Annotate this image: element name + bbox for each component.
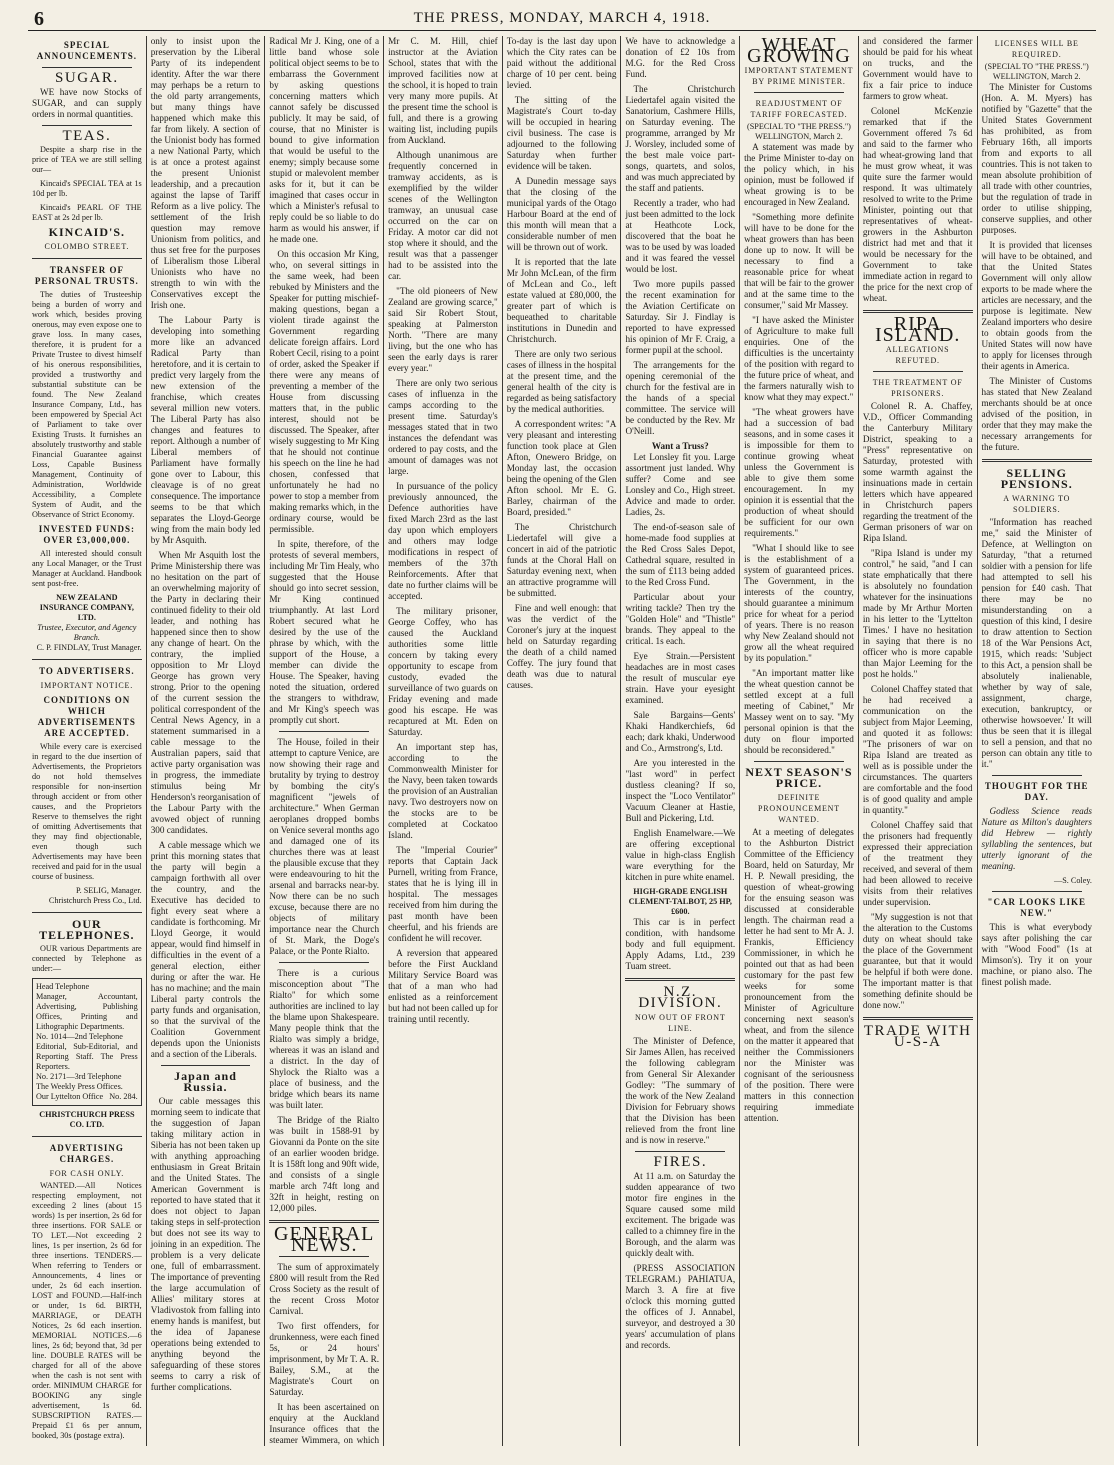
phone-row-1	[36, 982, 138, 992]
editorial-body-4: When Mr Asquith lost the Prime Ministership there was no hesitation on the part of an overwhelming majority of the Party in declaring their continued fidelity to their old leader, and nothing has happened since then to show any change of heart. On the contrary, the implied opposition to Mr Lloyd George has grown very strong. Prior to the opening of the current session the political correspondent of the Central News Agency, in a statement summarised in a cable message to the Australian papers, said that active party organisation was in progress, the immediate stimulus being Mr Henderson's reorganisation of the Labour Party with the avowed object of running 300 candidates.	[150, 550, 261, 835]
wheat-continued-2: Colonel McKenzie remarked that if the Government offered 7s 6d and said to the farmer who had wheat-growing land that he must grow wheat, it was quite sure the farmer would respond. It was ultimately resolved to write to the Prime Minister, pointing out that representatives of wheat-growers in the Ashburton district had met and that it would be necessary for the Government to take immediate action in regard to the price for the next crop of wheat.	[862, 106, 973, 303]
ripa-body-1: Colonel R. A. Chaffey, V.D., Officer Commanding the Canterbury Military District, speaking to a "Press" representative on Saturday, protested with some warmth against the insinuations made in certain letters which have appeared in Christchurch papers regarding the treatment of the German prisoners of war on Ripa Island.	[862, 401, 973, 543]
divider	[754, 92, 844, 93]
divider	[992, 891, 1082, 892]
vacuum-cleaner-body: Are you interested in the "last word" in perfect dustless cleaning? If so, inspect the "Loco Ventilator" Vacuum Cleaner at Hastie, Bull and Pickering, Ltd.	[625, 758, 736, 823]
trade-usa-heading: TRADE WITH U-S-A	[863, 1023, 972, 1050]
selling-pensions-heading: SELLING PENSIONS.	[1000, 466, 1073, 491]
charges-body: WANTED.—All Notices respecting employment, not exceeding 2 lines (about 15 words) 1s per insertion, 2s 6d for three insertions. FOR SALE or TO LET.—Not exceeding 2 lines, 1s per insertion, 2s 6d for three insertions. TENDERS.—When referring to Tenders or Announcements, 4 lines or under, 2s 6d each insertion. LOST and FOUND.—Half-inch or under, 1s 6d. BIRTH, MARRIAGE, or DEATH Notices, 2s 6d each insertion. MEMORIAL NOTICES.—6 lines, 2s 6d; beyond that, 3d per line. DOUBLE RATES will be charged for all of the above when the cash is not sent with order. MINIMUM CHARGE for BOOKING any single advertisement, 1s 6d. SUBSCRIPTION RATES.—Prepaid £1 6s per annum, booked, 30s (postage extra).	[32, 1181, 142, 1440]
editorial-body-5: A cable message which we print this morning states that the party will begin a campaign forthwith all over the country, and the Executive has decided to fight every seat where a candidate is forthcoming. Mr Lloyd George, it would appear, would find himself in difficulties in the event of a general election, either during or after the war. He has no machine; and the main Liberal party controls the party funds and organisation, so that the survival of the Coalition Government depends upon the Unionists and a section of the Liberals.	[150, 840, 261, 1059]
wheat-body-3: "I have asked the Minister of Agriculture to make full enquiries. One of the difficulties is the uncertainty of the position with regard to the future price of wheat, and the farmers naturally wish to know what they may expect."	[744, 315, 854, 402]
news-item-7: There are only two serious cases of influenza in the camps according to the present time. Saturday's messages stated that in two instances the defendant was ordered to pay costs, and the amount of damages was not large.	[388, 378, 498, 476]
fires-heading: FIRES.	[653, 1154, 708, 1170]
advertisers-heading: TO ADVERTISERS.	[39, 666, 135, 676]
kincaid-name: KINCAID'S.	[48, 225, 126, 239]
selling-pensions-subheading: A WARNING TO SOLDIERS.	[1003, 494, 1071, 514]
nz-division-heading: N.Z. DIVISION.	[638, 984, 723, 1011]
invested-body: All interested should consult any Local Manager, or the Trust Manager at Auckland. Handbook sent post-free.	[32, 549, 142, 588]
column-7	[740, 36, 859, 1446]
phone-label-2: No. 1014—2nd Telephone	[36, 1032, 123, 1041]
divider	[42, 125, 132, 126]
divider	[32, 258, 142, 259]
telephones-heading: OUR TELEPHONES.	[39, 917, 135, 942]
trade-body-3: The Minister of Customs has stated that New Zealand merchants should be at once advised of the position, in order that they may make the necessary arrangements for the future.	[981, 376, 1092, 452]
article-body-5: There is a curious misconception about "The Rialto" for which some authorities are inclined to lay the blame upon Shakespeare. Many people think that the Rialto was simply a bridge, whereas it was an island and a district. In the day of Shylock the Rialto was a place of business, and the bridge which bears its name was built later.	[269, 968, 380, 1110]
writing-tackle-body: Particular about your writing tackle? Then try the "Golden Hole" and "Thistle" brands. They appeal to the critical. 1s each.	[625, 592, 736, 646]
phone-row-4	[36, 1092, 138, 1102]
masthead-title: THE PRESS, MONDAY, MARCH 4, 1918.	[413, 10, 711, 26]
talbot-body: This car is in perfect condition, with handsome body and full equipment. Apply Adams, Ltd., 239 Tuam street.	[625, 917, 736, 971]
wheat-body-5: "What I should like to see is the establishment of a system of guaranteed prices. The Government, in the interests of the country, should guarantee a minimum price for wheat for a period of years. There is no reason why New Zealand should not grow all the wheat required by its population."	[744, 543, 854, 663]
news-item-24: Two more pupils passed the recent examination for the Aviation Certificate on Saturday. Sir J. Findlay is reported to have expressed his opinion of Mr F. Craig, a former pupil at the school.	[625, 279, 736, 355]
phone-row-3	[36, 1072, 138, 1082]
next-season-heading: NEXT SEASON'S PRICE.	[745, 765, 853, 790]
telephones-intro: OUR various Departments are connected by Telephone as under:—	[32, 944, 142, 973]
charges-heading: ADVERTISING CHARGES.	[49, 1143, 124, 1164]
sale-body: The end-of-season sale of home-made food supplies at the Red Cross Sales Depot, Cathedral square, resulted in the sum of £113 being added to the Red Cross Fund.	[625, 522, 736, 587]
ripa-body-3: Colonel Chaffey stated that he had received a communication on the subject from Major Leeming, and quoted it as follows: "The prisoners of war on Ripa Island are treated as well as is possible under the circumstances. The quarters are comfortable and the food is of good quality and ample in quantity."	[862, 684, 973, 815]
next-season-body: At a meeting of delegates to the Ashburton District Committee of the Efficiency Board, held on Saturday, Mr H. P. Newall presiding, the question of wheat-growing for the ensuing season was discussed at considerable length. The chairman read a letter he had sent to Mr A. J. Frankis, Efficiency Commissioner, in which he pointed out that as had been customary for the past few weeks for some pronouncement from the Minister of Agriculture concerning next season's wheat, and from the silence on the matter it appeared that neither the Commissioners nor the Minister was cognisant of the seriousness of the position. There were matters in this connection requiring immediate attention.	[744, 827, 854, 1123]
article-body-3: In spite, therefore, of the protests of several members, including Mr Tim Healy, who suggested that the House should go into secret session, Mr King continued triumphantly. At last Lord Robert secured what he desired by the use of the phrase by which, with the support of the House, a member can divide the House. The Speaker, having noted the situation, ordered the strangers to withdraw, and Mr King's speech was promptly cut short.	[269, 539, 380, 725]
wheat-continued-1: and considered the farmer should be paid for his wheat on trucks, and the Government would have to fix a fair price to induce farmers to grow wheat.	[862, 36, 973, 101]
fires-body-2: (PRESS ASSOCIATION TELEGRAM.) PAHIATUA, March 3. A fire at five o'clock this morning gutted the offices of J. Annabel, surveyor, and destroyed a 30 years' accumulation of plans and records.	[625, 1263, 736, 1350]
news-item-22: The Christchurch Liedertafel again visited the Sanatorium, Cashmere Hills, on Saturday evening. The programme, arranged by Mr J. Worsley, included some of the best male voice part-songs, quartets, and solos, and was much appreciated by the staff and patients.	[625, 84, 736, 193]
nzi-signature: C. P. FINDLAY, Trust Manager.	[36, 643, 142, 652]
next-season-subheading: DEFINITE PRONOUNCEMENT WANTED.	[757, 793, 840, 824]
editorial-body-2: only to insist upon the preservation by the Liberal Party of its independent identity. After the war there may perhaps be a return to the old party arrangements, but many things have happened which make this far from likely. A section of the Unionist body has formed a new National Party, which is at once a protest against the present Unionist leadership, and a precaution against the lapse of Tariff Reform as a live policy. The settlement of the Irish question may remove Unionism from politics, and thus set free for the purposes of Liberalism those Liberal Unionists who have no strength to win with the Conservatives except the Irish one.	[150, 36, 261, 310]
thought-body: Godless Science reads Nature as Milton's daughters did Hebrew — rightly syllabling the sentences, but utterly ignorant of the meaning.	[981, 806, 1092, 871]
news-item-10: An important step has, according to the Commonwealth Minister for the Navy, been taken towards the provision of an Australian navy. Two destroyers now on the stocks are to be completed at Cockatoo Island.	[388, 742, 498, 840]
wheat-growing-heading: WHEAT GROWING	[747, 36, 851, 67]
trade-dateline: (SPECIAL TO "THE PRESS.") WELLINGTON, March 2.	[984, 62, 1089, 81]
wheat-subheading-1: IMPORTANT STATEMENT BY PRIME MINISTER.	[744, 66, 854, 86]
handkerchiefs-body: Sale Bargains—Gents' Khaki Handkerchiefs, 6d each; dark khaki, Underwood and Co., Armstrong's, Ltd.	[625, 710, 736, 753]
news-item-17: There are only two serious cases of illness in the hospital at the present time, and the general health of the city is regarded as being satisfactory by the medical authorities.	[506, 349, 617, 414]
article-body-2: On this occasion Mr King, who, on several sittings in the same week, had been rebuked by Ministers and the Speaker for putting mischief-making questions, began a violent tirade against the Government regarding delicate foreign affairs. Lord Robert Cecil, rising to a point of order, asked the Speaker if there were any means of preventing a member of the House from discussing matters that, in the public interest, should not be discussed. The Speaker, after wisely suggesting to Mr King that he should not continue his speech on the line he had chosen, confessed that unfortunately he had no power to stop a member from making remarks which, in the ordinary course, would be permissible.	[269, 249, 380, 534]
ripa-body-2: "Ripa Island is under my control," he said, "and I can state emphatically that there is absolutely no foundation whatever for the insinuations made by Mr Arthur Morten in his letter to the 'Lyttelton Times.' I have no hesitation in saying that there is no officer who is more capable than Major Leeming for the post he holds."	[862, 548, 973, 679]
phone-label-1: Head Telephone	[36, 982, 90, 991]
phone-row-2	[36, 1032, 138, 1042]
charges-subheading: FOR CASH ONLY.	[49, 1169, 125, 1178]
telephone-directory	[32, 978, 142, 1106]
ripa-subheading-2: THE TREATMENT OF PRISONERS.	[872, 378, 963, 398]
nzi-name: NEW ZEALAND INSURANCE COMPANY, LTD.	[39, 593, 134, 622]
divider	[279, 1256, 369, 1257]
kincaid-address: COLOMBO STREET.	[44, 242, 130, 251]
news-item-11: The "Imperial Courier" reports that Captain Jack Purnell, writing from France, states that he is lying ill in hospital. The messages received from him during the past month have been cheerful, and his friends are confident he will recover.	[388, 845, 498, 943]
talbot-heading: HIGH-GRADE ENGLISH CLEMENT-TALBOT, 25 HP, £600.	[628, 887, 732, 916]
trade-subheading: LICENSES WILL BE REQUIRED.	[994, 39, 1079, 59]
selling-pensions-body: "Information has reached me," said the Minister of Defence, at Wellington on Saturday, "that a returned soldier with a pension for life had attempted to sell his pension for £40 cash. That there may be no misunderstanding on a question of this kind, I desire to draw attention to Section 18 of the War Pensions Act, 1915, which reads: 'Subject to this Act, a pension shall be absolutely inalienable, whether by way of sale, assignment, charge, execution, bankruptcy, or otherwise howsoever.' It will thus be seen that it is illegal to sell a pension, and that no person can obtain any title to it."	[981, 517, 1092, 769]
divider	[32, 1136, 142, 1137]
teas-body-3: Kincaid's PEARL OF THE EAST at 2s 2d per lb.	[32, 203, 142, 222]
news-item-6: "The old pioneers of New Zealand are growing scarce," said Sir Robert Stout, speaking at Palmerston North. "There are many living, but the one who has seen the early days is rarer every year."	[388, 286, 498, 373]
divider	[982, 459, 1092, 462]
press-company-signature: CHRISTCHURCH PRESS CO. LTD.	[39, 1110, 135, 1129]
news-item-13: To-day is the last day upon which the City rates can be paid without the additional charge of 10 per cent. being levied.	[506, 36, 617, 90]
news-item-15: A Dunedin message says that the closing of the municipal yards of the Otago Harbour Board at the end of this month will mean that a considerable number of men will be thrown out of work.	[506, 176, 617, 252]
wheat-body-2: "Something more definite will have to be done for the wheat growers than has been done up to now. It will be necessary to find a reasonable price for wheat that will be fair to the grower and at the same time to the consumer," said Mr Massey.	[744, 212, 854, 310]
news-item-12: A reversion that appeared before the First Auckland Military Service Board was that of a man who had enlisted as a reinforcement but had not been called up for training until recently.	[388, 948, 498, 1024]
divider	[161, 1065, 251, 1066]
news-item-18: A correspondent writes: "A very pleasant and interesting function took place at Glen Afton, Onewero Bridge, on Monday last, the occasion being the opening of the Glen Afton school. Mr E. G. Barley, chairman of the Board, presided."	[506, 419, 617, 517]
news-item-21: We have to acknowledge a donation of £2 10s from M.G. for the Red Cross Fund.	[625, 36, 736, 79]
sugar-body: WE have now Stocks of SUGAR, and can supply orders in normal quantities.	[32, 87, 142, 119]
sugar-heading: SUGAR.	[55, 70, 119, 86]
truss-body: Let Lonsley fit you. Large assortment just landed. Why suffer? Come and see Lonsley and Co., High street. Advice and made to order. Ladies, 2s.	[625, 452, 736, 517]
trade-body-2: It is provided that licenses will have to be obtained, and that the United States Government will only allow exports to be made where the articles are necessary, and the purpose is legitimate. New Zealand importers who desire to obtain goods from the United States will now have to apply for licenses through their agents in America.	[981, 240, 1092, 371]
news-item-20: Fine and well enough: that was the verdict of the Coroner's jury at the inquest held on Saturday regarding the death of a child named Coffey. The jury found that death was due to natural causes.	[506, 603, 617, 690]
teas-body-1: Despite a sharp rise in the price of TEA we are still selling our—	[32, 145, 142, 174]
japan-russia-heading: Japan and Russia.	[174, 1069, 237, 1094]
divider	[873, 371, 963, 372]
divider	[992, 775, 1082, 776]
column-3	[265, 36, 384, 1446]
invested-heading: INVESTED FUNDS: OVER £3,000,000.	[38, 524, 135, 545]
phone-desc-3: The Weekly Press Offices.	[36, 1082, 123, 1091]
divider	[279, 731, 369, 732]
news-item-9: The military prisoner, George Coffey, who has caused the Auckland authorities some little concern by taking every opportunity to escape from custody, evaded the surveillance of two guards on Friday evening and made good his escape. He was recaptured at Mt. Eden on Saturday.	[388, 606, 498, 737]
thought-heading: THOUGHT FOR THE DAY.	[984, 781, 1089, 802]
divider	[42, 67, 132, 68]
divider	[635, 1151, 725, 1152]
phone-desc-2: Editorial, Sub-Editorial, and Reporting Staff. The Press Reporters.	[36, 1042, 138, 1071]
selig-signature: P. SELIG, Manager. Christchurch Press Co., Ltd.	[48, 886, 142, 905]
truss-heading: Want a Truss?	[651, 441, 709, 451]
conditions-heading: CONDITIONS ON WHICH ADVERTISEMENTS ARE ACCEPTED.	[37, 695, 136, 738]
column-1	[28, 36, 147, 1446]
special-announcements-heading: SPECIAL ANNOUNCEMENTS.	[36, 40, 137, 61]
page-number: 6	[34, 8, 45, 30]
eye-strain-body: Eye Strain.—Persistent headaches are in most cases the result of muscular eye strain. Have your eyesight examined.	[625, 651, 736, 705]
ripa-body-5: "My suggestion is not that the alteration to the Customs duty on wheat should take the place of the Government guarantee, but that it would be helpful if both were done. The important matter is that something definite should be done now."	[862, 912, 973, 1010]
phone-label-4: Our Lyttelton Office	[36, 1092, 104, 1101]
news-item-1: The sum of approximately £800 will result from the Red Cross Society as the result of the recent Cross Motor Carnival.	[269, 1262, 380, 1316]
news-item-4: Mr C. M. Hill, chief instructor at the Aviation School, states that with the improved facilities now at the school, it is hoped to train very many more pupils. At the present time the school is full, and there is a growing waiting list, including pupils from Auckland.	[388, 36, 498, 145]
general-news-heading: GENERAL NEWS.	[274, 1223, 375, 1256]
ripa-subheading-1: ALLEGATIONS REFUTED.	[885, 345, 950, 365]
ripa-island-heading: RIPA ISLAND.	[874, 313, 961, 346]
conditions-body: While every care is exercised in regard to the due insertion of Advertisements, the Proprietors do not hold themselves responsible for non-insertion through accident or from other causes, and the Proprietors Reserve to themselves the right of omitting Advertisements that they may find objectionable, even though such Advertisements may have been received and paid for in the usual course of business.	[32, 742, 142, 881]
wheat-subheading-2: READJUSTMENT OF TARIFF FORECASTED.	[750, 99, 848, 119]
news-item-19: The Christchurch Liedertafel will give a concert in aid of the patriotic funds at the Choral Hall on Saturday evening next, when an attractive programme will be submitted.	[506, 522, 617, 598]
article-body-6: The Bridge of the Rialto was built in 1588-91 by Giovanni da Ponte on the site of an earlier wooden bridge. It is 158ft long and 90ft wide, and consists of a single marble arch 74ft long and 32ft in height, resting on 12,000 piles.	[269, 1115, 380, 1213]
news-item-23: Recently a trader, who had just been admitted to the lock at Heathcote Lock, discovered that the boat he was to be used by was loaded and it was feared the vessel would be lost.	[625, 198, 736, 274]
news-item-2: Two first offenders, for drunkenness, were each fined 5s, or 24 hours' imprisonment, by Mr T. A. R. Bailey, S.M., at the Magistrate's Court on Saturday.	[269, 1321, 380, 1397]
nzi-roles: Trustee, Executor, and Agency Branch.	[37, 623, 137, 642]
transfer-body: The duties of Trusteeship being a burden of worry and work which, besides proving onerous, may even expose one to grave loss. In many cases, therefore, it is prudent for a Private Trustee to divest himself of his onerous responsibilities, provided a trustworthy and substantial substitute can be found. The New Zealand Insurance Company, Ltd., has been empowered by Special Act of Parliament to take over Existing Trusts. It furnishes an absolutely trustworthy and stable Financial Guarantee against Loss, Capable Business Management, Continuity of Administration, Worldwide Accessibility, a Complete System of Audit, and the Observance of Strict Economy.	[32, 290, 142, 519]
divider	[625, 978, 735, 981]
column-2	[147, 36, 266, 1446]
wheat-body-4: "The wheat growers have had a succession of bad seasons, and in some cases it is impossible for them to continue growing wheat unless the Government is able to give them some encouragement. In my opinion it is essential that the production of wheat should be sufficient for our own requirements."	[744, 407, 854, 538]
news-item-3: It has been ascertained on enquiry at the Auckland Insurance offices that the steamer Wimmera, on which	[269, 1402, 380, 1445]
trade-body-1: The Minister for Customs (Hon. A. M. Myers) has notified by "Gazette" that the United States Government has prohibited, as from February 16th, all imports from and exports to all countries. This is not taken to mean absolute prohibition of all trade with other countries, but the regulation of trade in order to utilise shipping, conserve supplies, and other purposes.	[981, 82, 1092, 235]
columns	[28, 36, 1096, 1456]
news-item-8: In pursuance of the policy previously announced, the Defence authorities have fixed March 23rd as the last day upon which employers and others may lodge modifications in respect of members of the 37th Reinforcements. After that date no further claims will be accepted.	[388, 481, 498, 601]
car-body: This is what everybody says after polishing the car with "Wood Food" (1s at Mimson's). Try it on your machine, or piano also. The finest polish made.	[981, 922, 1092, 987]
transfer-heading: TRANSFER OF PERSONAL TRUSTS.	[34, 265, 139, 286]
teas-body-2: Kincaid's SPECIAL TEA at 1s 10d per lb.	[32, 179, 142, 198]
article-body-1: Radical Mr J. King, one of a little band whose sole political object seems to be to embarrass the Government by asking questions concerning matters which cannot safely be discussed publicly. It may be said, of course, that no Minister is bound to give information that would be useful to the enemy; simply because some stupid or malevolent member asks for it, but it can be imagined that cases occur in which a Minister's refusal to reply could be so liable to do harm as would his answer, if he made one.	[269, 36, 380, 244]
wheat-body-6: "An important matter like the wheat question cannot be settled except at a full meeting of Cabinet," Mr Massey went on to say. "My personal opinion is that the duty on flour imported should be reconsidered."	[744, 668, 854, 755]
japan-russia-body: Our cable messages this morning seem to indicate that the suggestion of Japan taking military action in Siberia has not been taken up with anything approaching enthusiasm in Great Britain and the United States. The American Government is reported to have stated that it does not object to Japan taking steps in self-protection but does not see its way to joining in an expedition. The problem is a very delicate one, full of embarrassment. The importance of preventing the large accumulation of Allies' military stores at Vladivostok from falling into enemy hands is manifest, but the idea of Japanese operations being extended to anything beyond the safeguarding of these stores seems to carry a risk of further complications.	[150, 1096, 261, 1392]
thought-attribution: —S. Coley.	[1054, 876, 1092, 885]
wheat-dateline: (SPECIAL TO "THE PRESS.") WELLINGTON, March 2.	[747, 122, 851, 141]
divider	[279, 962, 369, 963]
column-8	[859, 36, 978, 1446]
news-item-14: The sitting of the Magistrate's Court to-day will be occupied in hearing civil business. The case is adjourned to the following Saturday when further evidence will be taken.	[506, 95, 617, 171]
article-body-4: The House, foiled in their attempt to capture Venice, are now showing their rage and brutality by trying to destroy by bombing the city's magnificent "jewels of architecture." When German aeroplanes dropped bombs on Venice several months ago and damaged one of its churches there was at least the plausible excuse that they were endeavouring to hit the arsenal and barracks near-by. Now there can be no such excuse, because there are no objects of military importance near the Church of St. Mark, the Doge's Palace, or the Ponte Rialto.	[269, 737, 380, 956]
divider	[32, 912, 142, 913]
phone-label-3: No. 2171—3rd Telephone	[36, 1072, 122, 1081]
nz-division-body: The Minister of Defence, Sir James Allen, has received the following cablegram from General Sir Alexander Godley: "The summary of the work of the New Zealand Division for February shows that the Division has been relieved from the front line and is now in reserve."	[625, 1036, 736, 1145]
fires-body: At 11 a.m. on Saturday the sudden appearance of two motor fire engines in the Square caused some mild excitement. The brigade was called to a chimney fire in the Borough, and the alarm was quickly dealt with.	[625, 1171, 736, 1258]
news-item-16: It is reported that the late Mr John McLean, of the firm of McLean and Co., left estate valued at £80,000, the greater part of which is bequeathed to charitable institutions in Dunedin and Christchurch.	[506, 257, 617, 344]
ripa-body-4: Colonel Chaffey said that the prisoners had frequently expressed their appreciation of the treatment they received, and several of them had been allowed to receive visits from their relatives under supervision.	[862, 820, 973, 907]
column-6	[621, 36, 740, 1446]
column-5	[503, 36, 622, 1446]
divider	[863, 1017, 973, 1020]
car-heading: "CAR LOOKS LIKE NEW."	[987, 897, 1086, 918]
masthead	[28, 6, 1096, 31]
important-notice-heading: IMPORTANT NOTICE.	[40, 681, 134, 690]
column-4	[384, 36, 503, 1446]
divider	[754, 761, 844, 762]
news-item-25: The arrangements for the opening ceremonial of the church for the festival are in the hands of a special committee. The service will be conducted by the Rev. Mr O'Neill.	[625, 360, 736, 436]
teas-heading: TEAS.	[62, 128, 112, 144]
wheat-body-1: A statement was made by the Prime Minister to-day on the policy which, in his opinion, must be followed if wheat growing is to be encouraged in New Zealand.	[744, 142, 854, 207]
news-item-5: Although unanimous are frequently concerned in tramway accidents, as is exemplified by the wilder scenes of the Wellington tramway, an unusual case occurred on the car on Friday. A motor car did not stop where it should, and the result was that a passenger had to be assisted into the car.	[388, 150, 498, 281]
phone-desc-1: Manager, Accountant, Advertising, Publishing Offices, Printing and Lithographic Departments.	[36, 992, 138, 1031]
newspaper-page	[28, 6, 1096, 1456]
nz-division-subheading: NOW OUT OF FRONT LINE.	[635, 1013, 726, 1033]
column-9	[978, 36, 1096, 1446]
divider	[32, 659, 142, 660]
phone-number-4: No. 284.	[109, 1092, 138, 1101]
editorial-body-3: The Labour Party is developing into something more like an advanced Radical Party than heretofore, and it is certain to predict very largely from the new extension of the franchise, which creates several million new voters. The Liberal Party has also changes and features to report. Although a number of Liberal members of Parliament have formally gone over to Labour, this cleavage is of no great consequence. The importance seems to be that which separates the Lloyd-George wing from the main body led by Mr Asquith.	[150, 315, 261, 545]
enamelware-body: English Enamelware.—We are offering exceptional value in high-class English ware everything for the kitchen in pure white enamel.	[625, 828, 736, 882]
